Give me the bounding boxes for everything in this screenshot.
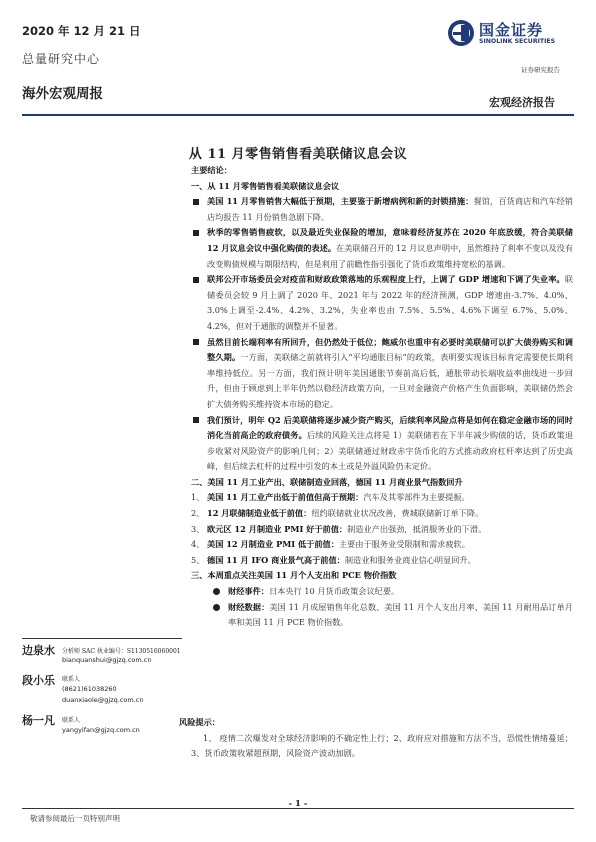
report-date: 2020 年 12 月 21 日 [22, 24, 141, 38]
analyst-role: 联系人 [62, 717, 81, 724]
paragraph-2 [191, 225, 573, 272]
indicator-item [191, 537, 573, 553]
indicator-list [191, 490, 573, 568]
paragraph-5-body: 后续的风险关注点将是 1）美联储若在下半年减少购债的话，货币政策退步收紧对风险资产的影响几何；2）美联储通过财政赤字货币化的方式推动政府杠杆率达到了历史高峰，但后续去杠杆的过程中引发的本土或是外溢风险仍未定价。 [207, 430, 573, 472]
item-lead: 美国 11 月工业产出低于前值但高于预期： [207, 492, 364, 503]
paragraph-4-lead: 虽然目前长端利率有所回升，但仍然处于低位；鲍威尔也重申有必要时美联储可以扩大债券购买和调整久期。 [207, 336, 573, 363]
paragraph-3-lead: 联邦公开市场委员会对疫苗和财政政策落地的乐观程度上行，上调了 GDP 增速和下调了失业率。 [207, 274, 565, 285]
event-label: 财经事件： [228, 586, 269, 597]
risk-section [179, 715, 573, 762]
main-conclusions [191, 163, 573, 631]
paragraph-1-lead: 美国 11 月零售销售大幅低于预期，主要鉴于新增病例和新的封锁措施： [207, 196, 474, 207]
paragraph-2-lead: 秋季的零售销售疲软，以及最近失业保险的增加，意味着经济复苏在 2020 年底放缓，符合美联储 12 月议息会议中强化购债的表述。 [207, 227, 573, 253]
analyst-divider [22, 638, 182, 639]
sinolink-logo-icon [447, 19, 475, 47]
analyst-name: 杨一凡 [22, 714, 55, 727]
footer-divider [22, 808, 574, 809]
analyst-name: 段小乐 [22, 674, 55, 687]
item-number: 5、 [191, 554, 205, 565]
analyst-role: 联系人 [62, 676, 81, 683]
analyst-email[interactable]: yangyifan@gjzq.com.cn [62, 726, 140, 734]
item-body: 制造业和服务业商业信心明显回升。 [344, 554, 476, 565]
events-list [191, 584, 573, 631]
paragraph-3-body: 联储委员会较 9 月上调了 2020 年、2021 年与 2022 年的经济预测，GDP 增速由-3.7%、4.0%、3.0%上调至-2.4%、4.2%、3.2%，失业率也由 7.5%、5.5%、4.6%下调至 6.7%、5.0%、4.2%，但对于通胀的调整并不显著。 [207, 274, 573, 331]
risk-heading: 风险提示： [179, 717, 220, 727]
indicator-item [191, 553, 573, 569]
square-bullet-icon [193, 199, 199, 205]
indicator-item [191, 490, 573, 506]
report-series: 海外宏观周报 [22, 86, 103, 102]
logo-subtitle: 证券研究报告 [521, 66, 560, 74]
event-item [191, 584, 573, 600]
square-bullet-icon [193, 277, 199, 283]
analyst-phone: (8621)61038260 [62, 685, 117, 693]
section-2-heading: 二、美国 11 月工业产出、联储制造业回落，德国 11 月商业景气指数回升 [191, 476, 463, 487]
indicator-item [191, 506, 573, 522]
paragraph-5-lead: 我们预计，明年 Q2 后美联储将逐步减少资产购买，后续利率风险点将是如何在稳定金融市场的同时消化当前高企的政府债务。 [207, 414, 573, 441]
item-body: 制造业产出强劲，抵消服务业的下滑。 [347, 523, 487, 534]
analyst-email[interactable]: duanxiaole@gjzq.com.cn [62, 696, 144, 704]
round-bullet-icon [213, 604, 220, 611]
item-body: 主要由于服务业受限制和需求疲软。 [338, 539, 470, 550]
department-name: 总量研究中心 [22, 52, 101, 66]
paragraph-1-body: 餐馆，百货商店和汽车经销店均报告 11 月份销售急剧下降。 [207, 196, 573, 222]
event-text: 日本央行 10 月货币政策会议纪要。 [268, 586, 400, 597]
report-type: 宏观经济报告 [489, 96, 555, 109]
section-3-heading: 三、本周重点关注美国 11 月个人支出和 PCE 物价指数 [191, 570, 397, 581]
square-bullet-icon [193, 417, 199, 423]
conclusions-heading: 主要结论： [191, 165, 232, 175]
round-bullet-icon [213, 588, 220, 595]
header-divider [22, 114, 574, 116]
risk-text: 1、 疫情二次爆发对全球经济影响的不确定性上行；2、政府应对措施和方法不当，恐慌性情绪蔓延；3、货币政策收紧超预期，风险资产波动加剧。 [191, 732, 573, 759]
item-body: 汽车及其零部件为主要提振。 [363, 492, 470, 503]
item-number: 1、 [191, 492, 205, 503]
paragraph-1 [191, 194, 573, 225]
section-1-heading: 一、从 11 月零售销售看美联储议息会议 [191, 180, 340, 191]
page-title: 从 11 月零售销售看美联储议息会议 [188, 147, 408, 162]
analyst-role: 分析师 SAC 执业编号：S1130516060001 [62, 648, 181, 655]
page-number: - 1 - [288, 799, 308, 809]
item-body: 纽约联储就业状况改善，费城联储新订单下降。 [311, 508, 484, 519]
event-item [191, 600, 573, 631]
item-lead: 欧元区 12 月制造业 PMI 好于前值： [207, 523, 348, 534]
analyst-email[interactable]: bianquanshui@gjzq.com.cn [62, 656, 152, 664]
item-lead: 12 月联储制造业低于前值： [207, 508, 312, 519]
paragraph-4 [191, 335, 573, 413]
item-lead: 德国 11 月 IFO 商业景气高于前值： [207, 554, 345, 565]
logo-text-cn: 国金证券 [479, 21, 544, 39]
square-bullet-icon [193, 339, 199, 345]
event-text: 美国 11 月成屋销售年化总数、美国 11 月个人支出月率、美国 11 月耐用品订单月率和美国 11 月 PCE 物价指数。 [228, 601, 573, 628]
paragraph-5 [191, 413, 573, 475]
paragraph-4-body: 一方面，美联储之前就将引入“平均通胀目标”的政策，表明要实现该目标肯定需要使长期利率维持低位。另一方面，我们预计明年美国通胀节奏前高后低，通胀带动长端收益率曲线进一步回升，但由于顾虑到上半年仍然以稳经济政策方向，一旦对金融资产价格产生负面影响，美联储仍然会扩大债务购买维持资本市场的稳定。 [207, 352, 573, 409]
footer-disclaimer: 敬请参阅最后一页特别声明 [30, 814, 120, 823]
item-lead: 美国 12 月制造业 PMI 低于前值： [207, 539, 339, 550]
paragraph-3 [191, 272, 573, 334]
paragraph-2-body: 在美联储召开的 12 月议息声明中，虽然维持了利率不变以及没有改变购债规模与期限结构，但是利用了前瞻性指引强化了货币政策维持宽松的基调。 [207, 242, 574, 269]
item-number: 3、 [191, 523, 205, 534]
event-label: 财经数据： [228, 601, 270, 612]
item-number: 2、 [191, 508, 205, 519]
logo-text-en: SINOLINK SECURITIES [479, 38, 556, 45]
analyst-name: 边泉水 [22, 644, 55, 657]
square-bullet-icon [193, 230, 199, 236]
indicator-item [191, 522, 573, 538]
item-number: 4、 [191, 539, 205, 550]
